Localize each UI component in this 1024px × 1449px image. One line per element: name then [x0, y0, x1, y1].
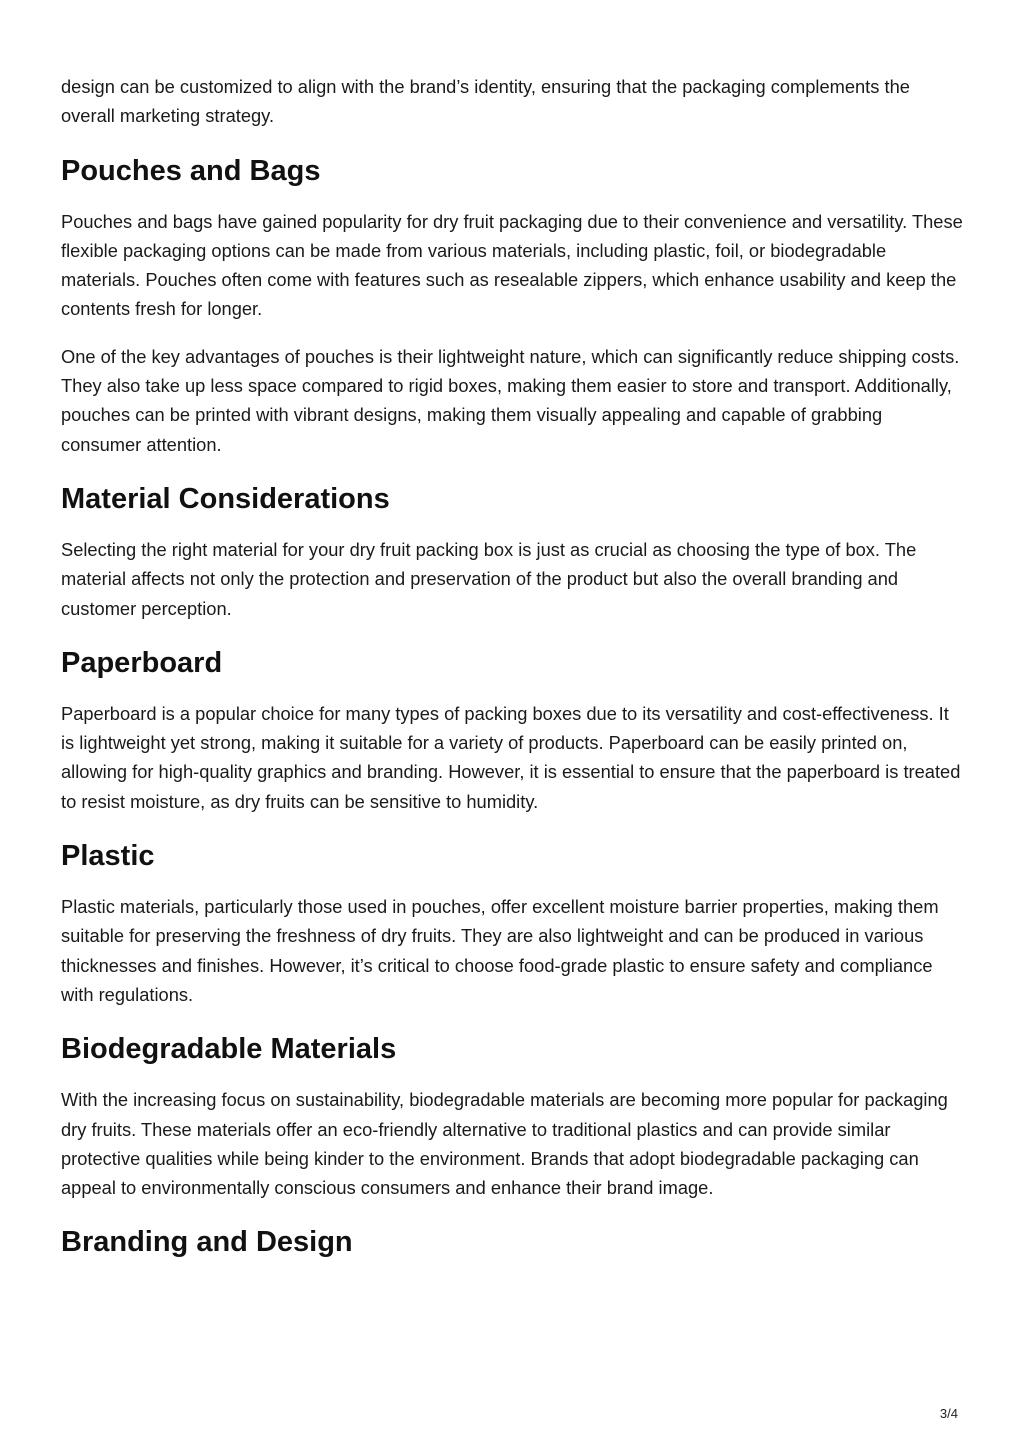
page-number: 3/4	[939, 1406, 958, 1421]
paragraph: Pouches and bags have gained popularity for dry fruit packaging due to their convenience and versatility. These flexible packaging options can be made from various materials, including plastic, foil, or biodegradable materials. Pouches often come with features such as resealable zippers, which enhance usability and keep the contents fresh for longer.	[61, 210, 963, 320]
paragraph: With the increasing focus on sustainability, biodegradable materials are becoming more popular for packaging dry fruits. These materials offer an eco-friendly alternative to traditional plastics and can provide similar protective qualities while being kinder to the environment. Brands that adopt biodegradable packaging can appeal to environmentally conscious consumers and enhance their brand image.	[61, 1089, 948, 1199]
paragraph: Paperboard is a popular choice for many types of packing boxes due to its versatility and cost-effectiveness. It is lightweight yet strong, making it suitable for a variety of products. Paperboard can be easily printed on, allowing for high-quality graphics and branding. However, it is essential to ensure that the paperboard is treated to resist moisture, as dry fruits can be sensitive to humidity.	[61, 702, 961, 812]
intro-paragraph: design can be customized to align with the brand’s identity, ensuring that the packaging complements the overall marketing strategy.	[61, 76, 910, 127]
section-heading-plastic: Plastic	[61, 840, 155, 873]
paragraph: One of the key advantages of pouches is their lightweight nature, which can significantly reduce shipping costs. They also take up less space compared to rigid boxes, making them easier to store and transport. Additionally, pouches can be printed with vibrant designs, making them visually appealing and capable of grabbing consumer attention.	[61, 345, 960, 455]
section-heading-paperboard: Paperboard	[61, 646, 223, 679]
section-heading-pouches-and-bags: Pouches and Bags	[61, 154, 321, 187]
paragraph: Plastic materials, particularly those used in pouches, offer excellent moisture barrier properties, making them suitable for preserving the freshness of dry fruits. They are also lightweight and can be produced in various thicknesses and finishes. However, it’s critical to choose food-grade plastic to ensure safety and compliance with regulations.	[61, 896, 939, 1005]
section-heading-biodegradable-materials: Biodegradable Materials	[61, 1033, 397, 1066]
section-heading-material-considerations: Material Considerations	[61, 482, 390, 515]
paragraph: Selecting the right material for your dry fruit packing box is just as crucial as choosing the type of box. The material affects not only the protection and preservation of the product but also the overall branding and customer perception.	[61, 538, 917, 619]
section-heading-branding-and-design: Branding and Design	[61, 1226, 353, 1259]
document-page	[61, 72, 965, 1278]
